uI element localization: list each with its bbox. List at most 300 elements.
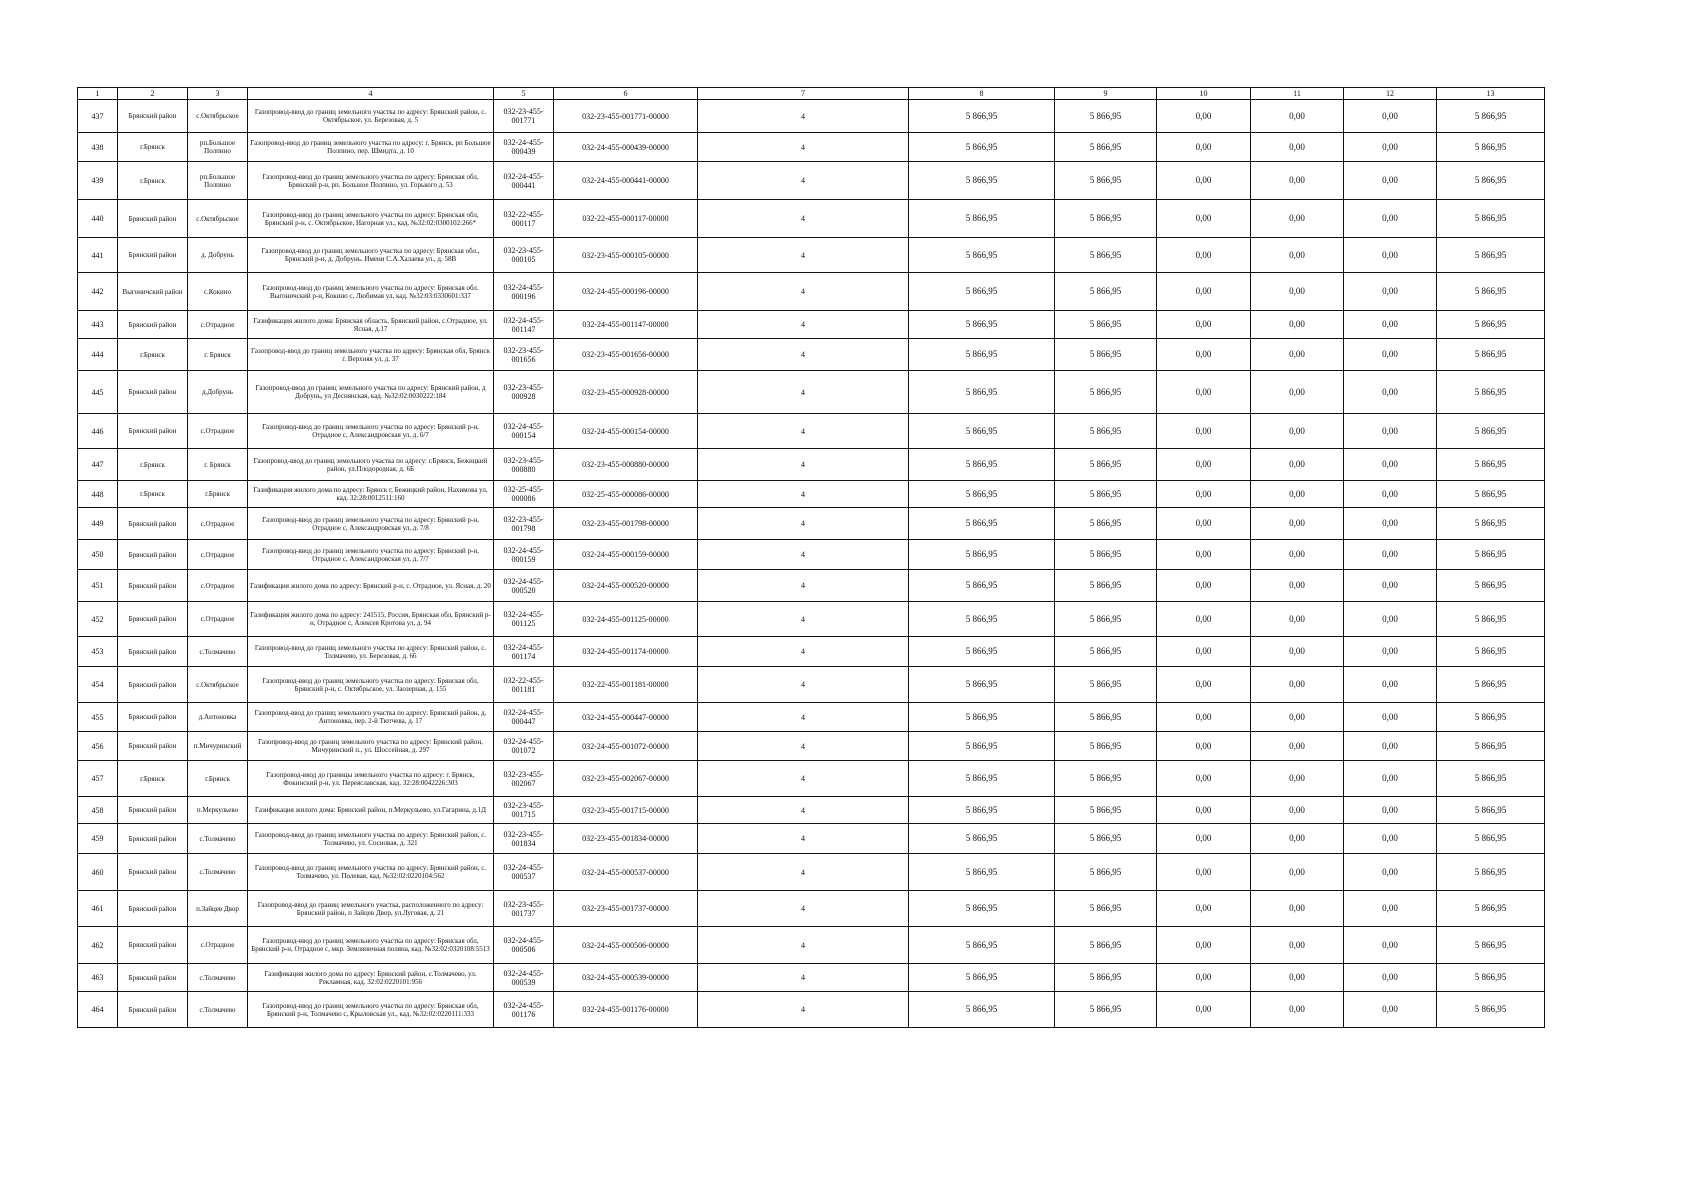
col13-value: 5 866,95 <box>1437 371 1545 414</box>
col8-value: 5 866,95 <box>909 854 1055 891</box>
col7-cell: 4 <box>698 761 909 797</box>
col12-value: 0,00 <box>1344 703 1437 732</box>
table-header <box>78 88 1545 100</box>
col7-cell: 4 <box>698 964 909 992</box>
object-code-cell: 032-24-455-000439 <box>494 133 554 162</box>
table-row <box>78 162 1545 200</box>
col11-value: 0,00 <box>1251 667 1344 703</box>
col11-value: 0,00 <box>1251 414 1344 449</box>
col11-value: 0,00 <box>1251 100 1344 133</box>
locality-cell: г.Брянск <box>188 761 248 797</box>
district-cell: г.Брянск <box>118 133 188 162</box>
row-number: 452 <box>78 602 118 637</box>
col13-value: 5 866,95 <box>1437 311 1545 339</box>
col8-value: 5 866,95 <box>909 100 1055 133</box>
object-code-cell: 032-24-455-000441 <box>494 162 554 200</box>
col8-value: 5 866,95 <box>909 311 1055 339</box>
col7-cell: 4 <box>698 667 909 703</box>
col11-value: 0,00 <box>1251 540 1344 570</box>
locality-cell: с.Кокино <box>188 273 248 311</box>
column-header-9: 9 <box>1055 88 1157 100</box>
column-header-7: 7 <box>698 88 909 100</box>
object-code-cell: 032-24-455-000537 <box>494 854 554 891</box>
row-number: 448 <box>78 481 118 508</box>
col10-value: 0,00 <box>1157 339 1251 371</box>
col7-cell: 4 <box>698 891 909 927</box>
col11-value: 0,00 <box>1251 449 1344 481</box>
col9-value: 5 866,95 <box>1055 339 1157 371</box>
col9-value: 5 866,95 <box>1055 637 1157 667</box>
col10-value: 0,00 <box>1157 732 1251 761</box>
col10-value: 0,00 <box>1157 637 1251 667</box>
col12-value: 0,00 <box>1344 100 1437 133</box>
object-code-cell: 032-23-455-000880 <box>494 449 554 481</box>
district-cell: г.Брянск <box>118 449 188 481</box>
col9-value: 5 866,95 <box>1055 992 1157 1028</box>
column-header-2: 2 <box>118 88 188 100</box>
table-row <box>78 481 1545 508</box>
district-cell: Брянский район <box>118 891 188 927</box>
locality-cell: рп.Большое Полпино <box>188 133 248 162</box>
col9-value: 5 866,95 <box>1055 570 1157 602</box>
register-table <box>77 87 1545 1028</box>
col11-value: 0,00 <box>1251 133 1344 162</box>
col9-value: 5 866,95 <box>1055 891 1157 927</box>
row-number: 449 <box>78 508 118 540</box>
col10-value: 0,00 <box>1157 162 1251 200</box>
table-row <box>78 824 1545 854</box>
row-number: 443 <box>78 311 118 339</box>
description-cell: Газопровод-ввод до границ земельного участка по адресу: Брянский р-н, Отрадное с, Александровская ул, д. 7/7 <box>248 540 494 570</box>
col12-value: 0,00 <box>1344 449 1437 481</box>
col11-value: 0,00 <box>1251 602 1344 637</box>
locality-cell: с.Толмачево <box>188 854 248 891</box>
locality-cell: с.Отрадное <box>188 414 248 449</box>
object-code-cell: 032-23-455-000928 <box>494 371 554 414</box>
col8-value: 5 866,95 <box>909 667 1055 703</box>
col9-value: 5 866,95 <box>1055 703 1157 732</box>
col8-value: 5 866,95 <box>909 824 1055 854</box>
col9-value: 5 866,95 <box>1055 414 1157 449</box>
col8-value: 5 866,95 <box>909 927 1055 964</box>
col10-value: 0,00 <box>1157 414 1251 449</box>
col8-value: 5 866,95 <box>909 797 1055 824</box>
table-row <box>78 732 1545 761</box>
full-code-cell: 032-23-455-000105-00000 <box>554 238 698 273</box>
object-code-cell: 032-25-455-000086 <box>494 481 554 508</box>
col11-value: 0,00 <box>1251 481 1344 508</box>
col10-value: 0,00 <box>1157 200 1251 238</box>
district-cell: Брянский район <box>118 797 188 824</box>
description-cell: Газификация жилого дома: Брянский район, п.Меркульево, ул.Гагарина, д.1Д <box>248 797 494 824</box>
table-row <box>78 508 1545 540</box>
table-row <box>78 891 1545 927</box>
col11-value: 0,00 <box>1251 824 1344 854</box>
row-number: 442 <box>78 273 118 311</box>
col12-value: 0,00 <box>1344 200 1437 238</box>
description-cell: Газопровод-ввод до границ земельного участка по адресу: Брянская обл, Брянск г. Верхняя ул, д. 37 <box>248 339 494 371</box>
col7-cell: 4 <box>698 637 909 667</box>
full-code-cell: 032-23-455-001771-00000 <box>554 100 698 133</box>
object-code-cell: 032-24-455-001174 <box>494 637 554 667</box>
column-header-1: 1 <box>78 88 118 100</box>
col13-value: 5 866,95 <box>1437 200 1545 238</box>
full-code-cell: 032-23-455-000928-00000 <box>554 371 698 414</box>
table-row <box>78 133 1545 162</box>
locality-cell: с.Отрадное <box>188 570 248 602</box>
object-code-cell: 032-23-455-001834 <box>494 824 554 854</box>
row-number: 460 <box>78 854 118 891</box>
col7-cell: 4 <box>698 540 909 570</box>
locality-cell: г.Брянск <box>188 481 248 508</box>
description-cell: Газопровод-ввод до границ земельного участка по адресу: г.Брянск, Бежицкий район, ул.Плодородная, д. 6Б <box>248 449 494 481</box>
full-code-cell: 032-23-455-000880-00000 <box>554 449 698 481</box>
table-row <box>78 570 1545 602</box>
district-cell: Брянский район <box>118 238 188 273</box>
col12-value: 0,00 <box>1344 133 1437 162</box>
col9-value: 5 866,95 <box>1055 761 1157 797</box>
col11-value: 0,00 <box>1251 273 1344 311</box>
col10-value: 0,00 <box>1157 667 1251 703</box>
row-number: 440 <box>78 200 118 238</box>
table-row <box>78 667 1545 703</box>
table-row <box>78 339 1545 371</box>
district-cell: г.Брянск <box>118 481 188 508</box>
description-cell: Газопровод-ввод до границ земельного участка по адресу: Брянская обл, Брянский р-н, с. Октябрьское, ул. Заозерная, д. 155 <box>248 667 494 703</box>
col7-cell: 4 <box>698 854 909 891</box>
col9-value: 5 866,95 <box>1055 732 1157 761</box>
col10-value: 0,00 <box>1157 133 1251 162</box>
district-cell: г.Брянск <box>118 761 188 797</box>
column-header-6: 6 <box>554 88 698 100</box>
col8-value: 5 866,95 <box>909 761 1055 797</box>
col10-value: 0,00 <box>1157 964 1251 992</box>
col8-value: 5 866,95 <box>909 133 1055 162</box>
row-number: 464 <box>78 992 118 1028</box>
col7-cell: 4 <box>698 992 909 1028</box>
col7-cell: 4 <box>698 238 909 273</box>
object-code-cell: 032-24-455-001176 <box>494 992 554 1028</box>
full-code-cell: 032-24-455-000447-00000 <box>554 703 698 732</box>
row-number: 455 <box>78 703 118 732</box>
col9-value: 5 866,95 <box>1055 667 1157 703</box>
col8-value: 5 866,95 <box>909 964 1055 992</box>
description-cell: Газификация жилого дома по адресу: Брянский р-н, с. Отрадное, ул. Ясная, д. 20 <box>248 570 494 602</box>
col8-value: 5 866,95 <box>909 449 1055 481</box>
object-code-cell: 032-24-455-000520 <box>494 570 554 602</box>
locality-cell: с.Отрадное <box>188 311 248 339</box>
col12-value: 0,00 <box>1344 891 1437 927</box>
description-cell: Газопровод-ввод до границ земельного участка, расположенного по адресу: Брянский район, п Зайцев Двор, ул.Луговая, д. 21 <box>248 891 494 927</box>
locality-cell: п.Зайцев Двор <box>188 891 248 927</box>
row-number: 446 <box>78 414 118 449</box>
col12-value: 0,00 <box>1344 273 1437 311</box>
col11-value: 0,00 <box>1251 761 1344 797</box>
col12-value: 0,00 <box>1344 824 1437 854</box>
col10-value: 0,00 <box>1157 992 1251 1028</box>
description-cell: Газопровод-ввод до границ земельного участка по адресу: Брянский район, с. Октябрьское, ул. Березовая, д. 5 <box>248 100 494 133</box>
object-code-cell: 032-23-455-000105 <box>494 238 554 273</box>
description-cell: Газопровод-ввод до границ земельного участка по адресу: Брянская обл., Брянский р-н, д. Добрунь. Имени С.А.Халаева ул., д. 58В <box>248 238 494 273</box>
col13-value: 5 866,95 <box>1437 508 1545 540</box>
col11-value: 0,00 <box>1251 891 1344 927</box>
table-row <box>78 964 1545 992</box>
col9-value: 5 866,95 <box>1055 200 1157 238</box>
col11-value: 0,00 <box>1251 570 1344 602</box>
col11-value: 0,00 <box>1251 732 1344 761</box>
col13-value: 5 866,95 <box>1437 667 1545 703</box>
col12-value: 0,00 <box>1344 570 1437 602</box>
col7-cell: 4 <box>698 927 909 964</box>
col12-value: 0,00 <box>1344 162 1437 200</box>
district-cell: г.Брянск <box>118 162 188 200</box>
district-cell: Брянский район <box>118 637 188 667</box>
district-cell: Брянский район <box>118 964 188 992</box>
full-code-cell: 032-24-455-000154-00000 <box>554 414 698 449</box>
col8-value: 5 866,95 <box>909 637 1055 667</box>
col10-value: 0,00 <box>1157 703 1251 732</box>
col8-value: 5 866,95 <box>909 371 1055 414</box>
row-number: 450 <box>78 540 118 570</box>
col11-value: 0,00 <box>1251 162 1344 200</box>
col8-value: 5 866,95 <box>909 703 1055 732</box>
object-code-cell: 032-23-455-001771 <box>494 100 554 133</box>
col10-value: 0,00 <box>1157 100 1251 133</box>
table-row <box>78 100 1545 133</box>
col9-value: 5 866,95 <box>1055 311 1157 339</box>
table-row <box>78 238 1545 273</box>
locality-cell: с.Толмачево <box>188 824 248 854</box>
row-number: 444 <box>78 339 118 371</box>
col9-value: 5 866,95 <box>1055 824 1157 854</box>
locality-cell: с.Октябрьское <box>188 200 248 238</box>
locality-cell: с.Октябрьское <box>188 100 248 133</box>
description-cell: Газопровод-ввод до границ земельного участка по адресу: Брянский район, д Добрунь, ул Деснянская, кад. №32:02:0030222:184 <box>248 371 494 414</box>
col8-value: 5 866,95 <box>909 570 1055 602</box>
object-code-cell: 032-24-455-000196 <box>494 273 554 311</box>
col13-value: 5 866,95 <box>1437 703 1545 732</box>
col8-value: 5 866,95 <box>909 200 1055 238</box>
col9-value: 5 866,95 <box>1055 133 1157 162</box>
col12-value: 0,00 <box>1344 371 1437 414</box>
col12-value: 0,00 <box>1344 311 1437 339</box>
district-cell: Брянский район <box>118 732 188 761</box>
locality-cell: д.Добрунь <box>188 371 248 414</box>
row-number: 463 <box>78 964 118 992</box>
district-cell: Брянский район <box>118 667 188 703</box>
table-body <box>78 100 1545 1028</box>
locality-cell: г. Брянск <box>188 449 248 481</box>
object-code-cell: 032-24-455-000154 <box>494 414 554 449</box>
col9-value: 5 866,95 <box>1055 602 1157 637</box>
description-cell: Газификация жилого дома по адресу: 241515, Россия, Брянская обл, Брянский р-н, Отрадное с, Алексея Кротова ул, д. 94 <box>248 602 494 637</box>
col10-value: 0,00 <box>1157 311 1251 339</box>
col12-value: 0,00 <box>1344 927 1437 964</box>
district-cell: Брянский район <box>118 824 188 854</box>
col9-value: 5 866,95 <box>1055 540 1157 570</box>
col11-value: 0,00 <box>1251 508 1344 540</box>
district-cell: Брянский район <box>118 703 188 732</box>
table-row <box>78 414 1545 449</box>
full-code-cell: 032-23-455-002067-00000 <box>554 761 698 797</box>
full-code-cell: 032-22-455-001181-00000 <box>554 667 698 703</box>
col9-value: 5 866,95 <box>1055 508 1157 540</box>
col9-value: 5 866,95 <box>1055 927 1157 964</box>
col11-value: 0,00 <box>1251 992 1344 1028</box>
column-header-3: 3 <box>188 88 248 100</box>
description-cell: Газопровод-ввод до границ земельного участка по адресу: Брянский р-н, Отрадное с, Александровская ул, д. 6/7 <box>248 414 494 449</box>
locality-cell: рп.Большое Полпино <box>188 162 248 200</box>
district-cell: Брянский район <box>118 311 188 339</box>
full-code-cell: 032-24-455-000159-00000 <box>554 540 698 570</box>
full-code-cell: 032-22-455-000117-00000 <box>554 200 698 238</box>
row-number: 438 <box>78 133 118 162</box>
col8-value: 5 866,95 <box>909 162 1055 200</box>
col11-value: 0,00 <box>1251 637 1344 667</box>
table-row <box>78 797 1545 824</box>
object-code-cell: 032-24-455-000506 <box>494 927 554 964</box>
col7-cell: 4 <box>698 449 909 481</box>
description-cell: Газопровод-ввод до границ земельного участка по адресу: Брянская обл. Выгоничский р-н, Кокино с, Любимая ул, кад. №32:03:0330601:337 <box>248 273 494 311</box>
col10-value: 0,00 <box>1157 481 1251 508</box>
col10-value: 0,00 <box>1157 273 1251 311</box>
col9-value: 5 866,95 <box>1055 100 1157 133</box>
col12-value: 0,00 <box>1344 637 1437 667</box>
col13-value: 5 866,95 <box>1437 927 1545 964</box>
col10-value: 0,00 <box>1157 927 1251 964</box>
full-code-cell: 032-23-455-001656-00000 <box>554 339 698 371</box>
col13-value: 5 866,95 <box>1437 761 1545 797</box>
col8-value: 5 866,95 <box>909 992 1055 1028</box>
col12-value: 0,00 <box>1344 481 1437 508</box>
col11-value: 0,00 <box>1251 311 1344 339</box>
description-cell: Газопровод-ввод до границ земельного участка по адресу: Брянская обл, Брянский р-н, рп. Большое Полпино, ул. Горького д. 53 <box>248 162 494 200</box>
full-code-cell: 032-23-455-001834-00000 <box>554 824 698 854</box>
district-cell: Брянский район <box>118 371 188 414</box>
col10-value: 0,00 <box>1157 824 1251 854</box>
table-row <box>78 992 1545 1028</box>
description-cell: Газификация жилого дома: Брянская область, Брянский район, с.Отрадное, ул. Ясная, д.17 <box>248 311 494 339</box>
col12-value: 0,00 <box>1344 602 1437 637</box>
col9-value: 5 866,95 <box>1055 797 1157 824</box>
object-code-cell: 032-24-455-001147 <box>494 311 554 339</box>
district-cell: Брянский район <box>118 570 188 602</box>
table-row <box>78 703 1545 732</box>
row-number: 459 <box>78 824 118 854</box>
col8-value: 5 866,95 <box>909 602 1055 637</box>
full-code-cell: 032-24-455-001176-00000 <box>554 992 698 1028</box>
column-header-5: 5 <box>494 88 554 100</box>
col12-value: 0,00 <box>1344 339 1437 371</box>
table-row <box>78 371 1545 414</box>
locality-cell: д.Антоновка <box>188 703 248 732</box>
col13-value: 5 866,95 <box>1437 339 1545 371</box>
table-row <box>78 761 1545 797</box>
col11-value: 0,00 <box>1251 964 1344 992</box>
col11-value: 0,00 <box>1251 703 1344 732</box>
table-row <box>78 854 1545 891</box>
district-cell: Выгоничский район <box>118 273 188 311</box>
col12-value: 0,00 <box>1344 732 1437 761</box>
col8-value: 5 866,95 <box>909 508 1055 540</box>
col8-value: 5 866,95 <box>909 339 1055 371</box>
col13-value: 5 866,95 <box>1437 824 1545 854</box>
col11-value: 0,00 <box>1251 371 1344 414</box>
col11-value: 0,00 <box>1251 339 1344 371</box>
col8-value: 5 866,95 <box>909 273 1055 311</box>
description-cell: Газопровод-ввод до границ земельного участка по адресу: Брянская обл, Брянский р-н, с. Октябрьское, Нагорная ул., кад. №32:02:0300102:266* <box>248 200 494 238</box>
object-code-cell: 032-24-455-000539 <box>494 964 554 992</box>
object-code-cell: 032-24-455-001125 <box>494 602 554 637</box>
table-row <box>78 200 1545 238</box>
col10-value: 0,00 <box>1157 449 1251 481</box>
col10-value: 0,00 <box>1157 854 1251 891</box>
col8-value: 5 866,95 <box>909 732 1055 761</box>
col7-cell: 4 <box>698 797 909 824</box>
col9-value: 5 866,95 <box>1055 273 1157 311</box>
col11-value: 0,00 <box>1251 797 1344 824</box>
table-row <box>78 311 1545 339</box>
col7-cell: 4 <box>698 602 909 637</box>
col9-value: 5 866,95 <box>1055 238 1157 273</box>
col7-cell: 4 <box>698 339 909 371</box>
full-code-cell: 032-25-455-000086-00000 <box>554 481 698 508</box>
col9-value: 5 866,95 <box>1055 964 1157 992</box>
col13-value: 5 866,95 <box>1437 891 1545 927</box>
col7-cell: 4 <box>698 273 909 311</box>
col11-value: 0,00 <box>1251 854 1344 891</box>
row-number: 453 <box>78 637 118 667</box>
row-number: 451 <box>78 570 118 602</box>
column-header-13: 13 <box>1437 88 1545 100</box>
col12-value: 0,00 <box>1344 761 1437 797</box>
column-header-11: 11 <box>1251 88 1344 100</box>
row-number: 439 <box>78 162 118 200</box>
full-code-cell: 032-24-455-000537-00000 <box>554 854 698 891</box>
col13-value: 5 866,95 <box>1437 992 1545 1028</box>
col11-value: 0,00 <box>1251 238 1344 273</box>
col13-value: 5 866,95 <box>1437 540 1545 570</box>
col10-value: 0,00 <box>1157 761 1251 797</box>
full-code-cell: 032-23-455-001798-00000 <box>554 508 698 540</box>
district-cell: Брянский район <box>118 100 188 133</box>
description-cell: Газопровод-ввод до границ земельного участка по адресу: Брянская обл, Брянский р-н, Отрадное с, мкр. Земляничная поляна, кад. №32:02:0320108:5513 <box>248 927 494 964</box>
column-header-4: 4 <box>248 88 494 100</box>
col11-value: 0,00 <box>1251 200 1344 238</box>
full-code-cell: 032-24-455-001125-00000 <box>554 602 698 637</box>
row-number: 437 <box>78 100 118 133</box>
col10-value: 0,00 <box>1157 570 1251 602</box>
col10-value: 0,00 <box>1157 540 1251 570</box>
description-cell: Газопровод-ввод до границ земельного участка по адресу: Брянский район, с. Толмачево, ул. Полевая, кад. №32:02:0220104:562 <box>248 854 494 891</box>
col13-value: 5 866,95 <box>1437 732 1545 761</box>
col13-value: 5 866,95 <box>1437 854 1545 891</box>
col13-value: 5 866,95 <box>1437 238 1545 273</box>
col10-value: 0,00 <box>1157 508 1251 540</box>
locality-cell: г. Брянск <box>188 339 248 371</box>
locality-cell: с.Отрадное <box>188 927 248 964</box>
object-code-cell: 032-22-455-001181 <box>494 667 554 703</box>
col7-cell: 4 <box>698 481 909 508</box>
table-row <box>78 449 1545 481</box>
col13-value: 5 866,95 <box>1437 602 1545 637</box>
object-code-cell: 032-24-455-000447 <box>494 703 554 732</box>
description-cell: Газопровод-ввод до границ земельного участка по адресу: Брянский район, с. Толмачево, ул. Сосновая, д. 321 <box>248 824 494 854</box>
object-code-cell: 032-22-455-000117 <box>494 200 554 238</box>
district-cell: Брянский район <box>118 602 188 637</box>
col7-cell: 4 <box>698 371 909 414</box>
col12-value: 0,00 <box>1344 508 1437 540</box>
